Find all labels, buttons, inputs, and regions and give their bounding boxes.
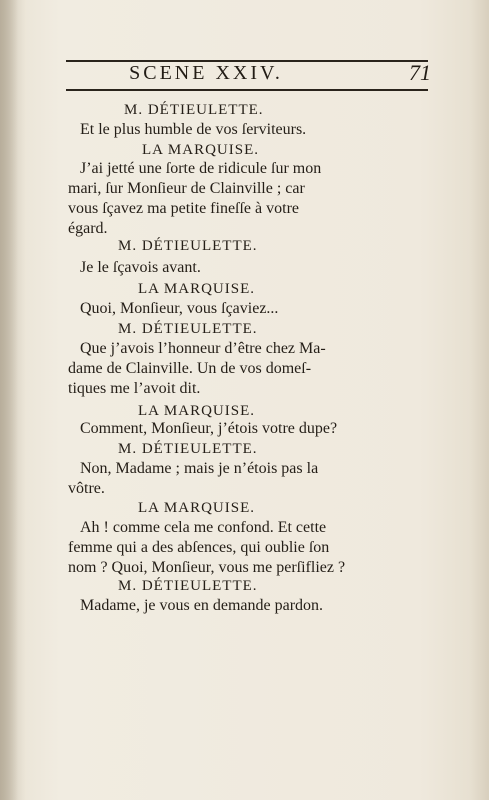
speaker-label: M. DÉTIEULETTE. [118, 578, 258, 594]
dialog-line: mari, ſur Monſieur de Clainville ; car [68, 180, 305, 197]
speaker-label: LA MARQUISE. [142, 142, 260, 158]
dialog-line: égard. [68, 220, 108, 237]
dialog-line: J’ai jetté une ſorte de ridicule ſur mon [80, 160, 322, 177]
dialog-line: tiques me l’avoit dit. [68, 380, 201, 397]
speaker-label: M. DÉTIEULETTE. [118, 441, 258, 457]
dialog-line: Comment, Monſieur, j’étois votre dupe? [80, 420, 338, 437]
speaker-label: LA MARQUISE. [138, 281, 256, 297]
dialog-line: Ah ! comme cela me confond. Et cette [80, 519, 327, 536]
dialog-line: Madame, je vous en demande pardon. [80, 597, 324, 614]
dialog-line: vous ſçavez ma petite fineſſe à votre [68, 200, 300, 217]
dialog-line: nom ? Quoi, Monſieur, vous me perſifliez ? [68, 559, 346, 576]
header-rule-bottom [66, 89, 428, 91]
page-gutter-shadow [0, 0, 18, 800]
speaker-label: M. DÉTIEULETTE. [118, 321, 258, 337]
dialog-line: Quoi, Monſieur, vous ſçaviez... [80, 300, 279, 317]
speaker-label: M. DÉTIEULETTE. [118, 238, 258, 254]
speaker-label: LA MARQUISE. [138, 403, 256, 419]
dialog-line: dame de Clainville. Un de vos domeſ- [68, 360, 312, 377]
speaker-label: M. DÉTIEULETTE. [124, 102, 264, 118]
dialog-line: femme qui a des abſences, qui oublie ſon [68, 539, 330, 556]
speaker-label: LA MARQUISE. [138, 500, 256, 516]
running-head-title: SCENE XXIV. [129, 62, 283, 84]
dialog-line: vôtre. [68, 480, 105, 497]
dialog-line: Non, Madame ; mais je n’étois pas la [80, 460, 319, 477]
dialog-line: Que j’avois l’honneur d’être chez Ma- [80, 340, 326, 357]
dialog-line: Et le plus humble de vos ſerviteurs. [80, 121, 307, 138]
dialog-line: Je le ſçavois avant. [80, 259, 201, 276]
page-number: 71 [409, 60, 431, 85]
